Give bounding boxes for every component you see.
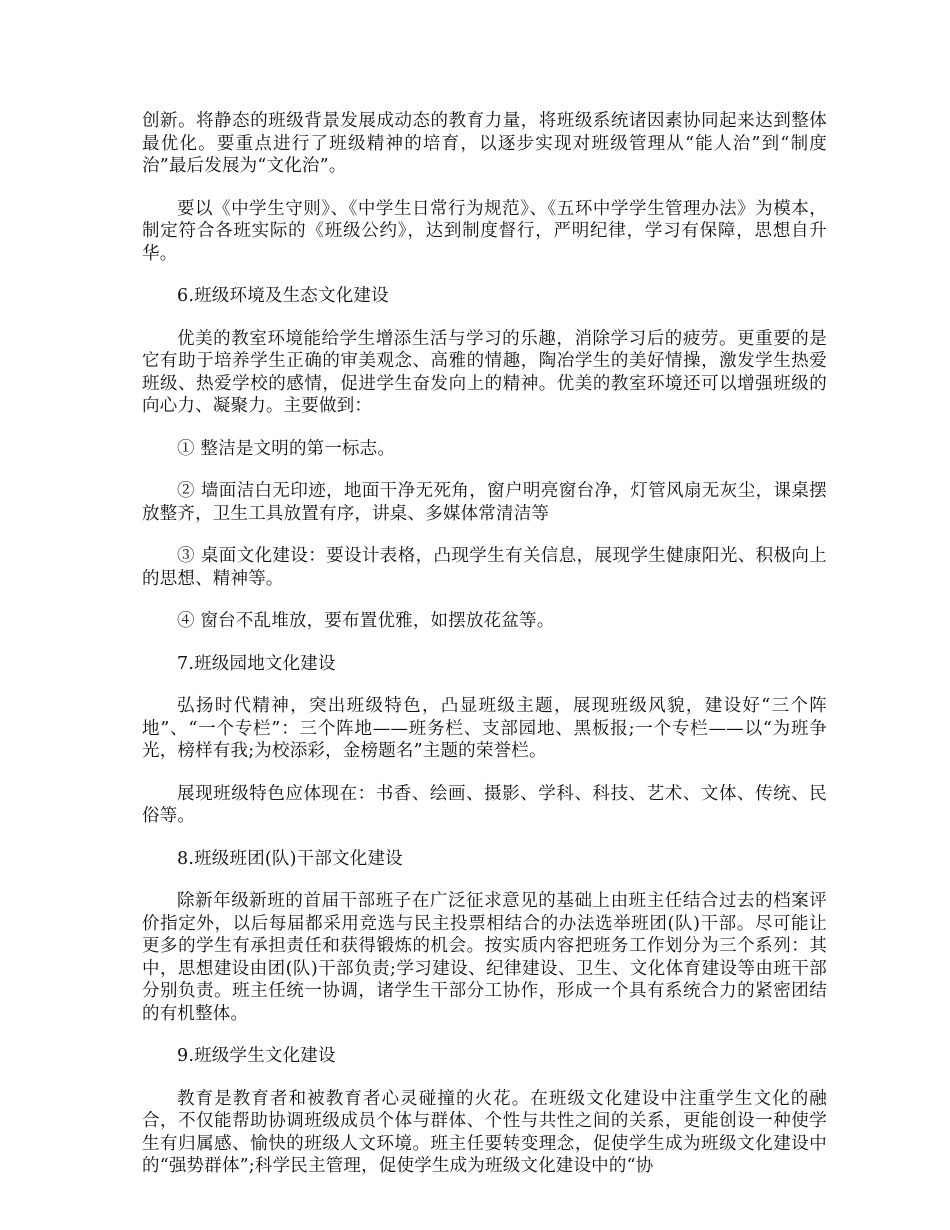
section-heading-9: 9.班级学生文化建设 — [177, 1046, 336, 1066]
paragraph-4: 弘扬时代精神，突出班级特色，凸显班级主题，展现班级风貌，建设好“三个阵地”、“一个专栏”：三个阵地——班务栏、支部园地、黑板报;一个专栏——以“为班争光，榜样有我;为校添彩，金榜题名”主题的荣誉栏。 — [142, 696, 827, 761]
paragraph-6: 除新年级新班的首届干部班子在广泛征求意见的基础上由班主任结合过去的档案评价指定外，以后每届都采用竞选与民主投票相结合的办法选举班团(队)干部。尽可能让更多的学生有承担责任和获得锻炼的机会。按实质内容把班务工作划分为三个系列：其中，思想建设由团(队)干部负责;学习建设、纪律建设、卫生、文化体育建设等由班干部分别负责。班主任统一协调，诸学生干部分工协作，形成一个具有系统合力的紧密团结的有机整体。 — [142, 891, 827, 1024]
section-heading-7: 7.班级园地文化建设 — [177, 653, 336, 674]
paragraph-1: 创新。将静态的班级背景发展成动态的教育力量，将班级系统诸因素协同起来达到整体最优化。要重点进行了班级精神的培育，以逐步实现对班级管理从“能人治”到“制度治”最后发展为“文化治”。 — [142, 111, 827, 176]
list-item-2: ② 墙面洁白无印迹，地面干净无死角，窗户明亮窗台净，灯管风扇无灰尘，课桌摆放整齐，卫生工具放置有序，讲桌、多媒体常清洁等 — [142, 481, 827, 524]
document-body — [142, 110, 827, 1198]
paragraph-3: 优美的教室环境能给学生增添生活与学习的乐趣，消除学习后的疲劳。更重要的是它有助于培养学生正确的审美观念、高雅的情趣，陶冶学生的美好情操，激发学生热爱班级、热爱学校的感情，促进学生奋发向上的精神。优美的教室环境还可以增强班级的向心力、凝聚力。主要做到： — [142, 328, 827, 416]
section-heading-8: 8.班级班团(队)干部文化建设 — [177, 848, 403, 869]
section-heading-6: 6.班级环境及生态文化建设 — [177, 286, 389, 306]
paragraph-2: 要以《中学生守则》、《中学生日常行为规范》、《五环中学学生管理办法》为模本，制定符合各班实际的《班级公约》，达到制度督行，严明纪律，学习有保障，思想自升华。 — [142, 198, 827, 264]
list-item-4: ④ 窗台不乱堆放，要布置优雅，如摆放花盆等。 — [177, 611, 555, 631]
list-item-1: ① 整洁是文明的第一标志。 — [177, 438, 396, 459]
list-item-3: ③ 桌面文化建设：要设计表格，凸现学生有关信息，展现学生健康阳光、积极向上的思想、精神等。 — [142, 546, 827, 589]
paragraph-7: 教育是教育者和被教育者心灵碰撞的火花。在班级文化建设中注重学生文化的融合，不仅能帮助协调班级成员个体与群体、个性与共性之间的关系，更能创设一种使学生有归属感、愉快的班级人文环境。班主任要转变理念，促使学生成为班级文化建设中的“强势群体”;科学民主管理，促使学生成为班级文化建设中的“协 — [142, 1088, 827, 1176]
paragraph-5: 展现班级特色应体现在：书香、绘画、摄影、学科、科技、艺术、文体、传统、民俗等。 — [142, 783, 827, 826]
